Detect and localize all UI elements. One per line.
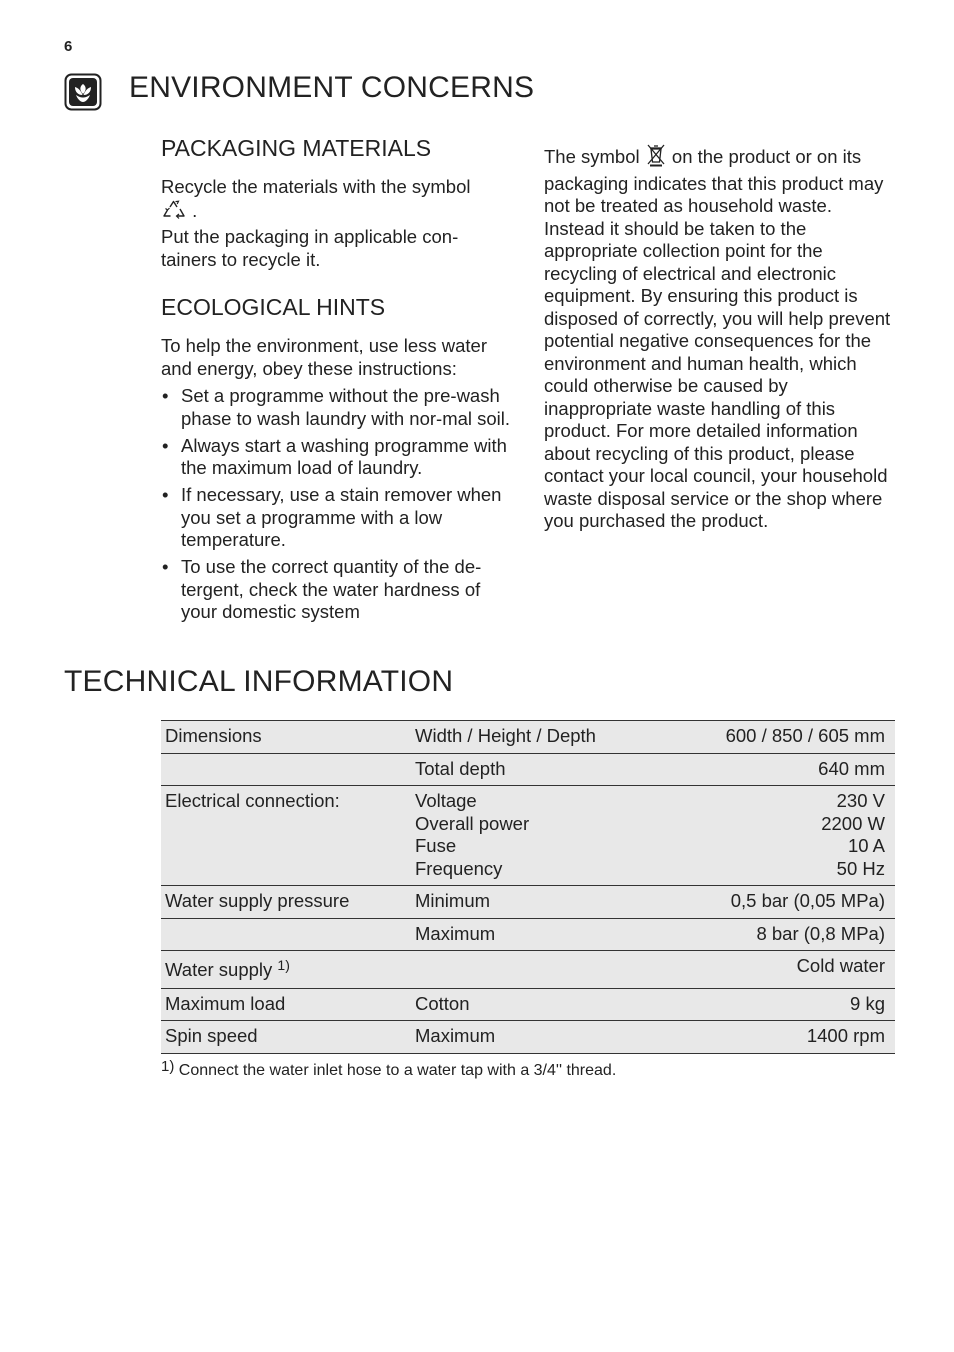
- bullet-dot: •: [162, 385, 169, 406]
- table-row: [161, 886, 895, 919]
- ecological-heading: ECOLOGICAL HINTS: [161, 294, 386, 320]
- row-value: 600 / 850 / 605 mm: [645, 721, 895, 754]
- table-row: [161, 786, 895, 886]
- weee-text: [544, 143, 896, 533]
- environment-flower-icon: [64, 73, 102, 111]
- row-value: 1400 rpm: [645, 1021, 895, 1054]
- weee-text-rest: on the product or on its packaging indicates that this product may not be treated as household waste. Instead it should be taken to the appropriate collection point for the recycling of electrical and electronic equipment. By ensuring this product is disposed of correctly, you will help prevent potential negative consequences for the environment and human health, which could otherwise be caused by inappropriate waste handling of this product. For more detailed information about recycling of this product, please contact your local council, your household waste disposal service or the shop where you purchased the product.: [544, 146, 891, 531]
- packaging-line1-end: .: [187, 199, 198, 221]
- row-value: Cold water: [645, 951, 895, 989]
- row-params: [411, 786, 645, 886]
- row-param: Width / Height / Depth: [411, 721, 645, 754]
- bullet-dot: •: [162, 484, 169, 505]
- row-values: [645, 786, 895, 886]
- row-param: Maximum: [411, 1021, 645, 1054]
- table-row: [161, 918, 895, 951]
- row-label: [161, 951, 411, 989]
- footnote: [161, 1060, 616, 1082]
- list-item-text: To use the correct quantity of the de-tergent, check the water hardness of your domestic system: [181, 556, 482, 622]
- list-item: [161, 556, 516, 624]
- row-value: 0,5 bar (0,05 MPa): [645, 886, 895, 919]
- param-voltage: Voltage: [415, 790, 477, 811]
- footnote-marker: 1): [277, 957, 290, 973]
- row-label-text: Water supply: [165, 959, 278, 980]
- packaging-heading: PACKAGING MATERIALS: [161, 135, 432, 161]
- row-value: 9 kg: [645, 988, 895, 1021]
- param-overall-power: Overall power: [415, 812, 530, 834]
- list-item-text: Set a programme without the pre-wash phase to wash laundry with nor-mal soil.: [181, 385, 511, 429]
- environment-title: ENVIRONMENT CONCERNS: [129, 71, 535, 104]
- table-row: [161, 1021, 895, 1054]
- row-label: Water supply pressure: [161, 886, 411, 919]
- value-fuse: 10 A: [847, 835, 885, 856]
- param-frequency: Frequency: [415, 857, 503, 879]
- value-voltage: 230 V: [836, 790, 885, 811]
- technical-title: TECHNICAL INFORMATION: [64, 665, 454, 698]
- row-label: [161, 918, 411, 951]
- crossed-bin-icon: [645, 143, 667, 173]
- row-label: Maximum load: [161, 988, 411, 1021]
- list-item: [161, 385, 516, 430]
- row-param: Cotton: [411, 988, 645, 1021]
- row-param: Maximum: [411, 918, 645, 951]
- value-frequency: 50 Hz: [836, 857, 885, 879]
- list-item-text: If necessary, use a stain remover when you set a programme with a low temperature.: [181, 484, 502, 550]
- bullet-dot: •: [162, 434, 169, 456]
- weee-text-start: The symbol: [544, 146, 645, 167]
- row-param: Total depth: [411, 753, 645, 786]
- packaging-text: [161, 176, 511, 271]
- row-label: Dimensions: [161, 721, 411, 754]
- table-row: [161, 721, 895, 754]
- row-param: Minimum: [411, 886, 645, 919]
- row-value: 8 bar (0,8 MPa): [645, 918, 895, 951]
- footnote-text: Connect the water inlet hose to a water tap with a 3/4'' thread.: [174, 1062, 617, 1079]
- row-label: [161, 753, 411, 786]
- table-row: [161, 753, 895, 786]
- row-param: [411, 951, 645, 989]
- row-label: Electrical connection:: [161, 786, 411, 886]
- recycle-icon: [161, 199, 187, 227]
- list-item: [161, 484, 516, 552]
- technical-table: [161, 720, 895, 1054]
- page-number: 6: [64, 38, 73, 55]
- footnote-mark: 1): [161, 1058, 175, 1075]
- row-label: Spin speed: [161, 1021, 411, 1054]
- bullet-dot: •: [162, 556, 169, 577]
- ecological-intro: To help the environment, use less water and energy, obey these instructions:: [161, 335, 487, 379]
- list-item-text: Always start a washing programme with the maximum load of laundry.: [181, 434, 507, 478]
- param-fuse: Fuse: [415, 835, 457, 856]
- value-overall-power: 2200 W: [821, 812, 885, 834]
- table-row: [161, 988, 895, 1021]
- list-item: [161, 435, 516, 480]
- packaging-line1: Recycle the materials with the symbol: [161, 176, 471, 197]
- row-value: 640 mm: [645, 753, 895, 786]
- ecological-hints-list: [161, 385, 516, 628]
- table-row: [161, 951, 895, 989]
- packaging-line2: Put the packaging in applicable con-tainers to recycle it.: [161, 226, 459, 270]
